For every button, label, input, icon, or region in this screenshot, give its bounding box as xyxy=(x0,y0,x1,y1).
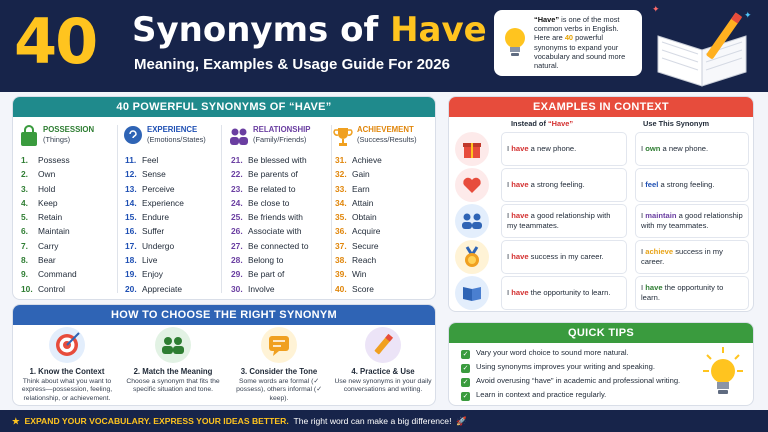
list-item: 36. Acquire xyxy=(335,226,381,237)
step-description: Use new synonyms in your daily conversations and writing. xyxy=(334,378,432,394)
example-original: I have a new phone. xyxy=(501,132,627,166)
list-item: 6. Maintain xyxy=(21,226,70,237)
example-synonym: I achieve success in my career. xyxy=(635,240,749,274)
list-item: 28. Belong to xyxy=(231,255,284,266)
shopping-bag-icon xyxy=(19,125,39,147)
step-title: 4. Practice & Use xyxy=(351,367,415,376)
footer-text: The right word can make a big difference! xyxy=(293,416,452,426)
lightbulb-icon xyxy=(502,26,528,60)
synonym-list xyxy=(15,153,77,296)
step-consider-tone xyxy=(229,327,329,403)
example-row xyxy=(453,167,751,203)
column-subtitle: (Success/Results) xyxy=(357,135,417,144)
list-item: 1. Possess xyxy=(21,155,70,165)
step-title: 3. Consider the Tone xyxy=(240,367,318,376)
list-item: 5. Retain xyxy=(21,212,63,223)
list-item: 14. Experience xyxy=(125,197,184,208)
example-synonym: I have the opportunity to learn. xyxy=(635,276,749,310)
footer-slogan: EXPAND YOUR VOCABULARY. EXPRESS YOUR IDEAS BETTER. xyxy=(24,416,289,426)
header-banner xyxy=(0,0,768,92)
tip-item: ✓ Using synonyms improves your writing and speaking. xyxy=(462,362,655,372)
list-item: 37. Secure xyxy=(335,240,379,251)
examples-panel xyxy=(448,96,754,312)
step-title: 2. Match the Meaning xyxy=(133,367,213,376)
list-item: 21. Be blessed with xyxy=(231,155,307,165)
heart-icon xyxy=(455,168,489,202)
example-synonym: I own a new phone. xyxy=(635,132,749,166)
step-practice-use xyxy=(333,327,433,395)
chat-icon xyxy=(261,327,297,363)
column-subtitle: (Family/Friends) xyxy=(253,135,307,144)
target-icon xyxy=(49,327,85,363)
column-header xyxy=(119,123,219,149)
column-title: ACHIEVEMENT xyxy=(357,125,414,134)
list-item: 32. Gain xyxy=(335,169,370,180)
medal-icon xyxy=(455,240,489,274)
list-item: 35. Obtain xyxy=(335,212,377,223)
list-item: 16. Suffer xyxy=(125,226,165,237)
column-divider xyxy=(117,125,118,293)
column-header-instead: Instead of “Have” xyxy=(511,119,574,128)
synonym-list xyxy=(225,153,309,296)
callout-text-1: is one of the most common verbs in English. Here are xyxy=(534,15,620,43)
how-to-title: HOW TO CHOOSE THE RIGHT SYNONYM xyxy=(13,305,435,325)
page-title xyxy=(132,8,487,52)
example-row xyxy=(453,203,751,239)
example-original: I have success in my career. xyxy=(501,240,627,274)
list-item: 33. Earn xyxy=(335,183,370,194)
list-item: 26. Associate with xyxy=(231,226,302,237)
pencil-icon xyxy=(365,327,401,363)
list-item: 2. Own xyxy=(21,169,56,180)
list-item: 30. Involve xyxy=(231,283,275,294)
tip-item: ✓ Avoid overusing “have” in academic and professional writing. xyxy=(462,376,681,386)
column-header xyxy=(225,123,333,149)
callout-text-2: powerful synonyms to expand your vocabulary and sound more natural. xyxy=(534,33,626,71)
tip-item: ✓ Learn in context and practice regularly. xyxy=(462,390,607,400)
sparkle-icon: ✦ xyxy=(652,4,660,14)
list-item: 15. Endure xyxy=(125,212,170,223)
people-icon xyxy=(229,125,249,147)
list-item: 10. Control xyxy=(21,283,65,294)
achievement-column xyxy=(329,123,429,294)
step-description: Choose a synonym that fits the specific situation and tone. xyxy=(126,378,220,394)
tip-item: ✓ Vary your word choice to sound more natural. xyxy=(462,348,629,358)
column-title: RELATIONSHIP xyxy=(253,125,311,134)
list-item: 38. Reach xyxy=(335,255,377,266)
column-title: POSSESSION xyxy=(43,125,95,134)
list-item: 19. Enjoy xyxy=(125,269,163,280)
synonyms-title: 40 POWERFUL SYNONYMS OF “HAVE” xyxy=(13,97,435,117)
list-item: 7. Carry xyxy=(21,240,59,251)
step-description: Some words are formal (✓ possess), others informal (✓ keep). xyxy=(236,378,322,402)
how-to-panel xyxy=(12,304,436,406)
title-accent: Have xyxy=(390,10,487,50)
list-item: 25. Be friends with xyxy=(231,212,303,223)
people-icon xyxy=(155,327,191,363)
possession-column xyxy=(15,123,115,294)
star-icon: ★ xyxy=(12,416,20,426)
lightbulb-icon xyxy=(701,345,745,403)
trophy-icon xyxy=(333,125,353,147)
example-original: I have a good relationship with my teammates. xyxy=(501,204,627,238)
list-item: 29. Be part of xyxy=(231,269,285,280)
book-icon xyxy=(455,276,489,310)
list-item: 22. Be parents of xyxy=(231,169,298,180)
list-item: 39. Win xyxy=(335,269,367,280)
footer-banner xyxy=(0,410,768,432)
relationship-column xyxy=(225,123,333,294)
gift-icon xyxy=(455,132,489,166)
step-match-meaning xyxy=(123,327,223,395)
list-item: 4. Keep xyxy=(21,197,58,208)
list-item: 27. Be connected to xyxy=(231,240,309,251)
column-header xyxy=(15,123,115,149)
head-icon xyxy=(123,125,143,147)
step-know-context xyxy=(17,327,117,403)
example-synonym: I feel a strong feeling. xyxy=(635,168,749,202)
list-item: 9. Command xyxy=(21,269,77,280)
example-synonym: I maintain a good relationship with my teammates. xyxy=(635,204,749,238)
examples-title: EXAMPLES IN CONTEXT xyxy=(449,97,753,117)
callout-number: 40 xyxy=(564,33,574,43)
example-row xyxy=(453,131,751,167)
list-item: 24. Be close to xyxy=(231,197,290,208)
list-item: 23. Be related to xyxy=(231,183,296,194)
list-item: 11. Feel xyxy=(125,155,159,165)
checkbox-icon: ✓ xyxy=(462,393,469,400)
people-icon xyxy=(455,204,489,238)
sparkle-icon: ✦ xyxy=(744,10,752,20)
page-subtitle: Meaning, Examples & Usage Guide For 2026 xyxy=(134,56,450,73)
list-item: 20. Appreciate xyxy=(125,283,183,294)
list-item: 12. Sense xyxy=(125,169,166,180)
synonym-list xyxy=(329,153,382,296)
column-header xyxy=(329,123,429,149)
column-subtitle: (Things) xyxy=(43,135,71,144)
list-item: 17. Undergo xyxy=(125,240,175,251)
example-row xyxy=(453,275,751,311)
step-title: 1. Know the Context xyxy=(29,367,105,376)
rocket-icon: 🚀 xyxy=(456,416,467,426)
step-description: Think about what you want to express—possession, feeling, relationship, or achievement. xyxy=(21,378,113,402)
synonyms-panel xyxy=(12,96,436,300)
experience-column xyxy=(119,123,219,294)
list-item: 31. Achieve xyxy=(335,155,382,165)
quick-tips-panel xyxy=(448,322,754,406)
checkbox-icon: ✓ xyxy=(462,365,469,372)
checkbox-icon: ✓ xyxy=(462,351,469,358)
title-number: 40 xyxy=(14,5,97,78)
column-subtitle: (Emotions/States) xyxy=(147,135,206,144)
synonym-list xyxy=(119,153,184,296)
checkbox-icon: ✓ xyxy=(462,379,469,386)
intro-callout xyxy=(494,10,642,76)
column-divider xyxy=(221,125,222,293)
list-item: 40. Score xyxy=(335,283,374,294)
example-original: I have a strong feeling. xyxy=(501,168,627,202)
list-item: 3. Hold xyxy=(21,183,56,194)
quick-tips-title: QUICK TIPS xyxy=(449,323,753,343)
list-item: 34. Attain xyxy=(335,197,374,208)
list-item: 8. Bear xyxy=(21,255,56,266)
title-text: Synonyms of xyxy=(132,10,391,50)
column-title: EXPERIENCE xyxy=(147,125,198,134)
list-item: 13. Perceive xyxy=(125,183,175,194)
column-header-use: Use This Synonym xyxy=(643,119,710,128)
example-row xyxy=(453,239,751,275)
example-original: I have the opportunity to learn. xyxy=(501,276,627,310)
callout-quote: “Have” xyxy=(534,15,560,24)
list-item: 18. Live xyxy=(125,255,158,266)
